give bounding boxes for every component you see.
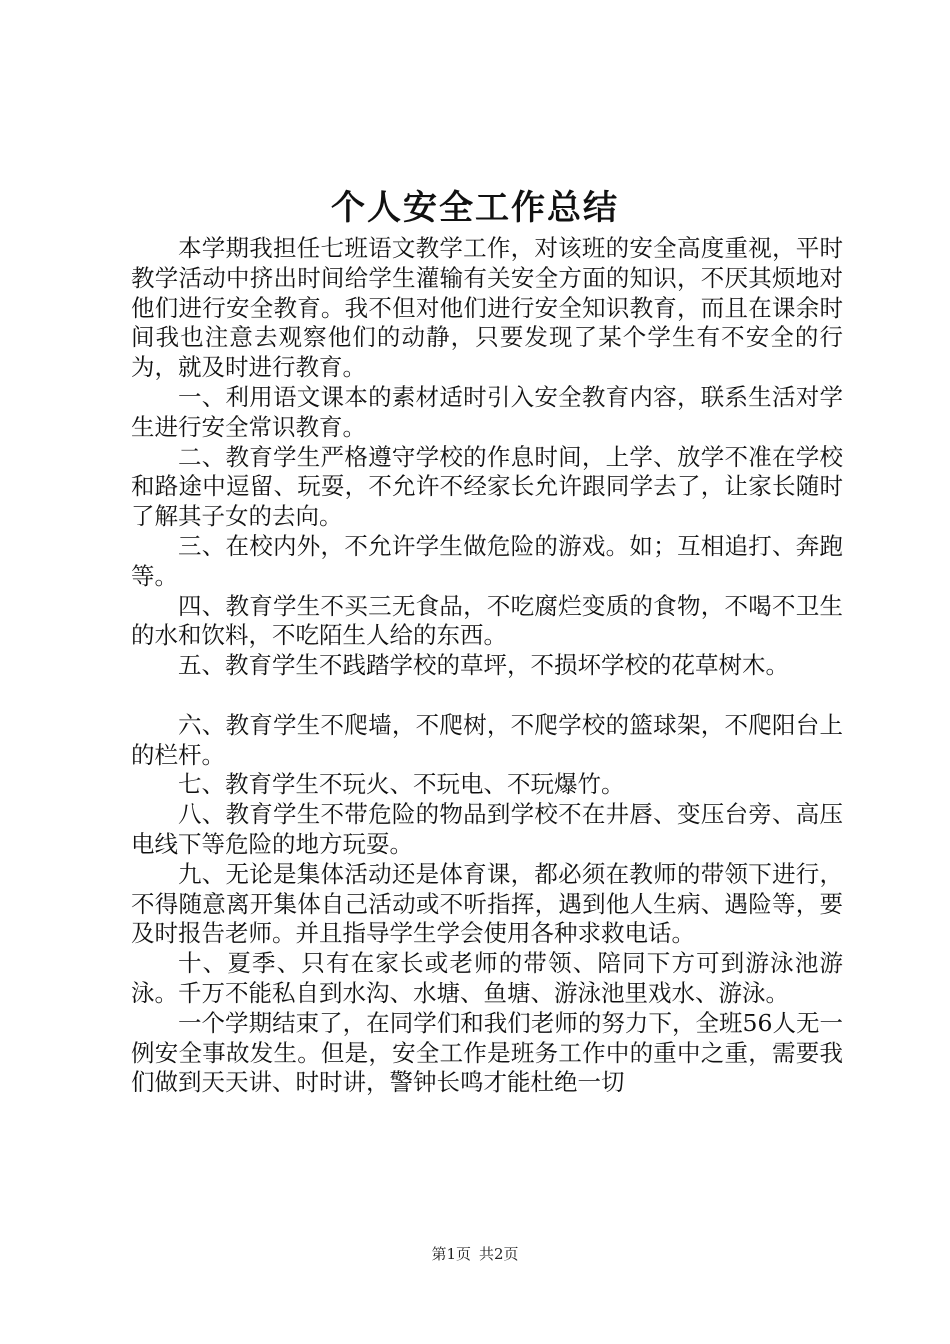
paragraph-conclusion: 一个学期结束了，在同学们和我们老师的努力下，全班56人无一例安全事故发生。但是，安全工作是班务工作中的重中之重，需要我们做到天天讲、时时讲，警钟长鸣才能杜绝一切 <box>131 1008 843 1097</box>
paragraph-intro: 本学期我担任七班语文教学工作，对该班的安全高度重视，平时教学活动中挤出时间给学生灌输有关安全方面的知识，不厌其烦地对他们进行安全教育。我不但对他们进行安全知识教育，而且在课余时间我也注意去观察他们的动静，只要发现了某个学生有不安全的行为，就及时进行教育。 <box>131 234 843 382</box>
paragraph-item-4: 四、教育学生不买三无食品，不吃腐烂变质的食物，不喝不卫生的水和饮料，不吃陌生人给的东西。 <box>131 591 843 650</box>
paragraph-item-1: 一、利用语文课本的素材适时引入安全教育内容，联系生活对学生进行安全常识教育。 <box>131 382 843 441</box>
paragraph-item-2: 二、教育学生严格遵守学校的作息时间，上学、放学不准在学校和路途中逗留、玩耍，不允许不经家长允许跟同学去了，让家长随时了解其子女的去向。 <box>131 442 843 531</box>
paragraph-item-10: 十、夏季、只有在家长或老师的带领、陪同下方可到游泳池游泳。千万不能私自到水沟、水塘、鱼塘、游泳池里戏水、游泳。 <box>131 949 843 1007</box>
page-footer <box>0 1244 950 1264</box>
document-body <box>131 234 843 1098</box>
paragraph-item-3: 三、在校内外，不允许学生做危险的游戏。如；互相追打、奔跑等。 <box>131 531 843 590</box>
paragraph-item-6: 六、教育学生不爬墙，不爬树，不爬学校的篮球架，不爬阳台上的栏杆。 <box>131 710 843 769</box>
paragraph-item-9: 九、无论是集体活动还是体育课，都必须在教师的带领下进行，不得随意离开集体自己活动或不听指挥，遇到他人生病、遇险等，要及时报告老师。并且指导学生学会使用各种求救电话。 <box>131 859 843 948</box>
paragraph-item-7: 七、教育学生不玩火、不玩电、不玩爆竹。 <box>178 770 625 799</box>
page-total: 共2页 <box>479 1245 519 1263</box>
document-title: 个人安全工作总结 <box>331 188 619 228</box>
page-number: 第1页 <box>431 1245 471 1263</box>
paragraph-item-5: 五、教育学生不践踏学校的草坪，不损坏学校的花草树木。 <box>178 651 789 680</box>
paragraph-item-8: 八、教育学生不带危险的物品到学校不在井唇、变压台旁、高压电线下等危险的地方玩耍。 <box>131 800 843 858</box>
